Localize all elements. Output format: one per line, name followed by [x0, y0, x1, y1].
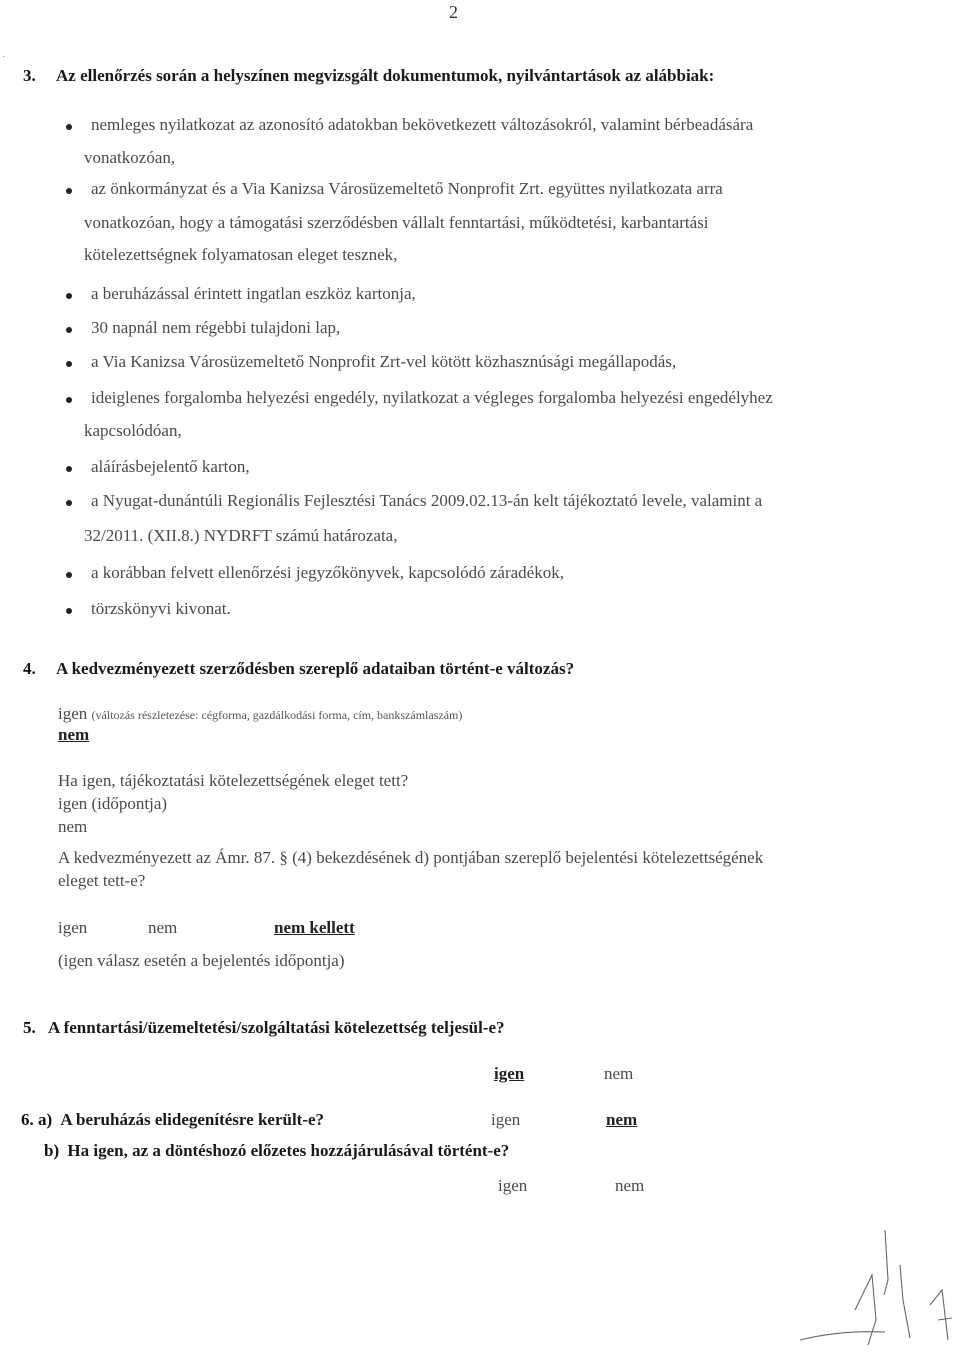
bullet-dot	[66, 608, 72, 614]
list-item-line: 32/2011. (XII.8.) NYDRFT számú határozata,	[84, 526, 398, 545]
list-item-line: kötelezettségnek folyamatosan eleget tesznek,	[84, 245, 398, 264]
list-item-line: nemleges nyilatkozat az azonosító adatokban bekövetkezett változásokról, valamint bérbeadására	[91, 115, 754, 134]
list-item-line: ideiglenes forgalomba helyezési engedély, nyilatkozat a végleges forgalomba helyezési engedélyhez	[91, 388, 773, 407]
bullet-dot	[66, 500, 72, 506]
bullet-dot	[66, 572, 72, 578]
bullet-dot	[66, 466, 72, 472]
list-item-line: kapcsolódóan,	[84, 421, 182, 440]
section-4-q3-note: (igen válasz esetén a bejelentés időpontja)	[58, 951, 345, 970]
list-item-line: aláírásbejelentő karton,	[91, 457, 250, 476]
signature-scribble	[760, 1220, 960, 1350]
section-4-q3-line2: eleget tett-e?	[58, 871, 146, 890]
list-item-line: 30 napnál nem régebbi tulajdoni lap,	[91, 318, 341, 337]
bullet-dot	[66, 361, 72, 367]
margin-dots: ·	[2, 52, 6, 63]
section-3-title: Az ellenőrzés során a helyszínen megvizsgált dokumentumok, nyilvántartások az alábbiak:	[56, 66, 715, 85]
page-number: 2	[449, 2, 458, 22]
section-5-nem: nem	[604, 1064, 634, 1083]
section-4-nem: nem	[58, 725, 90, 744]
bullet-dot	[66, 124, 72, 130]
section-4-heading	[23, 659, 574, 679]
section-6a-heading	[21, 1110, 324, 1130]
section-6a-igen: igen	[491, 1110, 521, 1129]
section-6a-number: 6. a)	[21, 1110, 53, 1129]
list-item-line: törzskönyvi kivonat.	[91, 599, 231, 618]
section-5-heading	[23, 1018, 505, 1038]
section-4-q3-opt-nem-kellett: nem kellett	[274, 918, 355, 937]
section-4-igen-line	[58, 704, 462, 724]
list-item-line: a beruházással érintett ingatlan eszköz kartonja,	[91, 284, 416, 303]
list-item-line: a Nyugat-dunántúli Regionális Fejlesztési Tanács 2009.02.13-án kelt tájékoztató levele, valamint a	[91, 491, 763, 510]
section-4-number: 4.	[23, 659, 36, 678]
section-5-title: A fenntartási/üzemeltetési/szolgáltatási kötelezettség teljesül-e?	[48, 1018, 505, 1037]
section-6b-number: b)	[44, 1141, 60, 1160]
section-4-title: A kedvezményezett szerződésben szereplő adataiban történt-e változás?	[56, 659, 575, 678]
section-6b-title: Ha igen, az a döntéshozó előzetes hozzájárulásával történt-e?	[67, 1141, 510, 1160]
list-item-line: a Via Kanizsa Városüzemeltető Nonprofit Zrt-vel kötött közhasznúsági megállapodás,	[91, 352, 677, 371]
section-3-heading	[23, 66, 714, 86]
section-4-q2-nem: nem	[58, 817, 88, 836]
section-5-number: 5.	[23, 1018, 36, 1037]
bullet-dot	[66, 188, 72, 194]
section-4-igen-detail: (változás részletezése: cégforma, gazdálkodási forma, cím, bankszámlaszám)	[91, 708, 463, 722]
section-4-q2: Ha igen, tájékoztatási kötelezettségének eleget tett?	[58, 771, 409, 790]
section-6a-nem: nem	[606, 1110, 638, 1129]
section-5-igen: igen	[494, 1064, 525, 1083]
section-4-q2-igen: igen (időpontja)	[58, 794, 168, 813]
list-item-line: vonatkozóan, hogy a támogatási szerződésben vállalt fenntartási, működtetési, karbantartási	[84, 213, 709, 232]
list-item-line: vonatkozóan,	[84, 148, 176, 167]
section-4-q3-line1: A kedvezményezett az Ámr. 87. § (4) bekezdésének d) pontjában szereplő bejelentési kötelezettségének	[58, 848, 764, 867]
section-3-number: 3.	[23, 66, 36, 85]
bullet-dot	[66, 293, 72, 299]
section-6b-heading	[44, 1141, 509, 1161]
section-6b-igen: igen	[498, 1176, 528, 1195]
section-4-igen: igen	[58, 704, 88, 723]
section-6b-nem: nem	[615, 1176, 645, 1195]
bullet-dot	[66, 327, 72, 333]
section-6a-title: A beruházás elidegenítésre került-e?	[60, 1110, 325, 1129]
section-4-q3-opt-igen: igen	[58, 918, 88, 937]
list-item-line: a korábban felvett ellenőrzési jegyzőkönyvek, kapcsolódó záradékok,	[91, 563, 564, 582]
list-item-line: az önkormányzat és a Via Kanizsa Városüzemeltető Nonprofit Zrt. együttes nyilatkozata arra	[91, 179, 723, 198]
section-4-q3-opt-nem: nem	[148, 918, 178, 937]
bullet-dot	[66, 397, 72, 403]
